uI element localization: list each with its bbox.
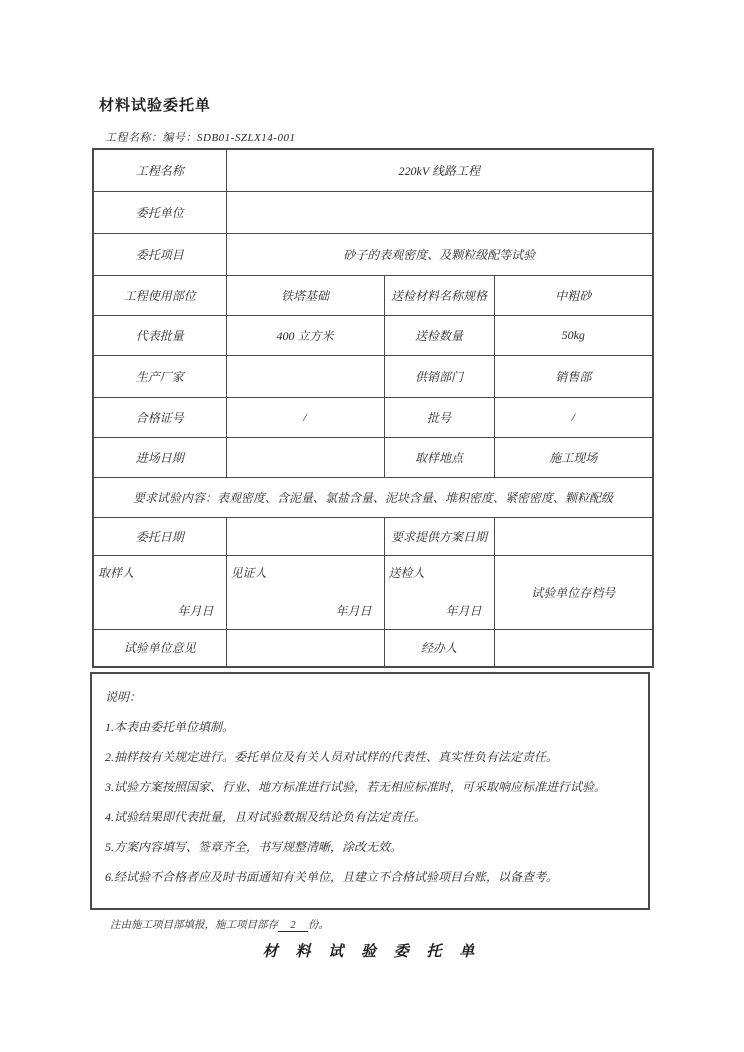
note-item-6: 6.经试验不合格者应及时书面通知有关单位，且建立不合格试验项目台账，以备查考。 [105,870,559,884]
witness-date-label: 年月日 [335,603,372,618]
batch-no-value: / [494,397,653,437]
test-content-text: 要求试验内容：表观密度、含泥量、氯盐含量、泥块含量、堆积密度、紧密密度、颗粒配级 [93,477,653,517]
row-commission-date [93,517,653,555]
row-project-name [93,149,653,191]
batch-no-label: 批号 [384,397,494,437]
batch-label: 代表批量 [93,315,226,355]
bottom-note-prefix: 注由施工项目部填报，施工项目部存 [110,920,278,931]
project-name-label: 工程名称 [93,149,226,191]
commission-item-label: 委托项目 [93,233,226,275]
entry-date-value [226,437,384,477]
submitter-date-label: 年月日 [445,603,482,618]
usage-part-value: 铁塔基础 [226,275,384,315]
witness-cell [226,555,384,629]
project-code-line: 工程名称：编号：SDB01-SZLX14-001 [105,132,296,144]
notes-heading: 说明： [105,690,142,704]
bottom-note [110,917,329,932]
material-spec-label: 送检材料名称规格 [384,275,494,315]
sampler-cell [93,555,226,629]
plan-date-value [494,517,653,555]
row-usage-part [93,275,653,315]
row-signatures [93,555,653,629]
commission-date-label: 委托日期 [93,517,226,555]
bottom-note-count: 2 [278,920,308,932]
entry-date-label: 进场日期 [93,437,226,477]
sales-dept-value: 销售部 [494,355,653,397]
row-manufacturer [93,355,653,397]
archive-no-label: 试验单位存档号 [494,555,653,629]
usage-part-label: 工程使用部位 [93,275,226,315]
submitter-label: 送检人 [388,565,425,580]
material-spec-value: 中粗砂 [494,275,653,315]
submitter-cell [384,555,494,629]
row-cert-no [93,397,653,437]
sampling-place-value: 施工现场 [494,437,653,477]
row-client-unit [93,191,653,233]
cert-no-label: 合格证号 [93,397,226,437]
quantity-label: 送检数量 [384,315,494,355]
quantity-value: 50kg [494,315,653,355]
row-batch [93,315,653,355]
note-item-4: 4.试验结果即代表批量，且对试验数据及结论负有法定责任。 [105,810,427,824]
client-unit-label: 委托单位 [93,191,226,233]
witness-label: 见证人 [230,565,267,580]
note-item-2: 2.抽样按有关规定进行。委托单位及有关人员对试样的代表性、真实性负有法定责任。 [105,750,559,764]
handler-value [494,629,653,667]
bottom-note-suffix: 份。 [308,920,329,931]
row-test-content [93,477,653,517]
footer-title: 材 料 试 验 委 托 单 [262,944,482,960]
handler-label: 经办人 [384,629,494,667]
sampler-label: 取样人 [98,565,135,580]
test-unit-opinion-label: 试验单位意见 [93,629,226,667]
commission-date-value [226,517,384,555]
row-commission-item [93,233,653,275]
note-item-3: 3.试验方案按照国家、行业、地方标准进行试验，若无相应标准时，可采取响应标准进行试验。 [105,780,607,794]
project-name-value: 220kV 线路工程 [226,149,653,191]
plan-date-label: 要求提供方案日期 [384,517,494,555]
cert-no-value: / [226,397,384,437]
commission-item-value: 砂子的表观密度、及颗粒级配等试验 [226,233,653,275]
sampling-place-label: 取样地点 [384,437,494,477]
manufacturer-value [226,355,384,397]
row-entry-date [93,437,653,477]
client-unit-value [226,191,653,233]
commission-form-table [92,148,654,668]
note-item-1: 1.本表由委托单位填制。 [105,720,235,734]
batch-value: 400 立方米 [226,315,384,355]
sampler-date-label: 年月日 [177,603,214,618]
note-item-5: 5.方案内容填写、签章齐全，书写规整清晰，涂改无效。 [105,840,403,854]
notes-box [90,672,650,910]
row-test-unit-opinion [93,629,653,667]
sales-dept-label: 供销部门 [384,355,494,397]
manufacturer-label: 生产厂家 [93,355,226,397]
test-unit-opinion-value [226,629,384,667]
page-title: 材料试验委托单 [99,97,212,114]
